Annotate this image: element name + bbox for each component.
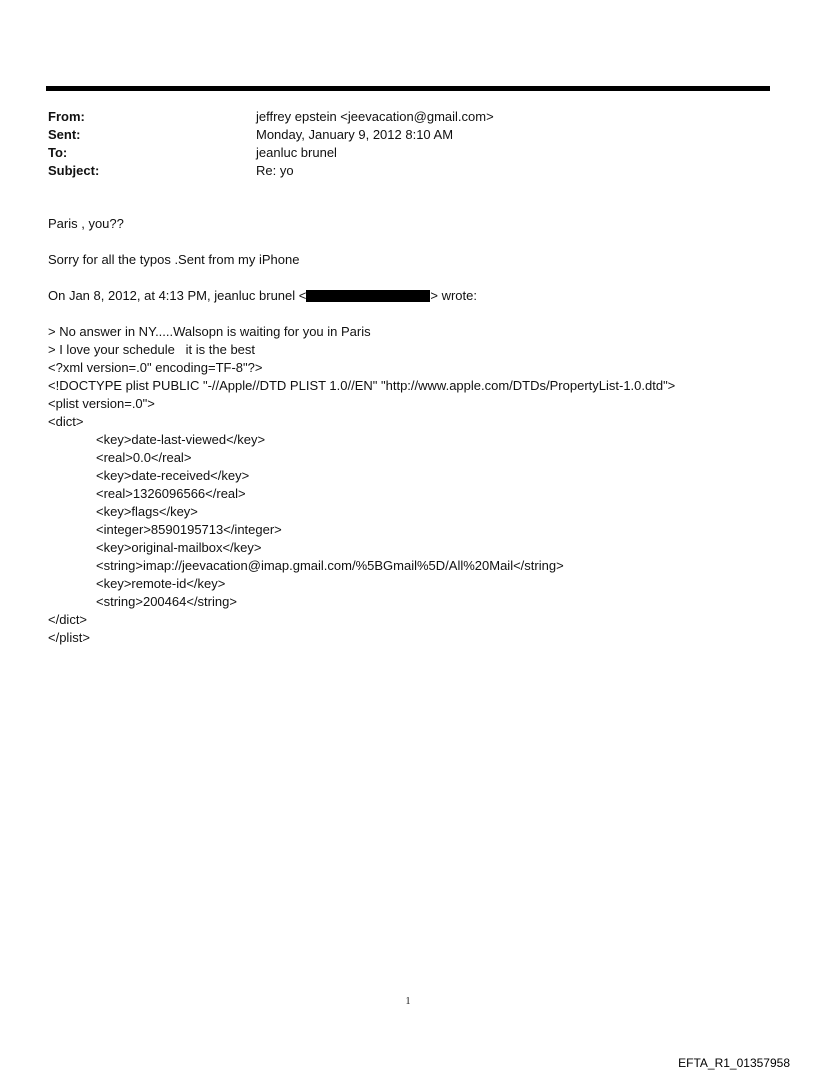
sent-value: Monday, January 9, 2012 8:10 AM xyxy=(256,127,454,142)
subject-value: Re: yo xyxy=(256,163,294,178)
email-body xyxy=(48,215,778,647)
quoted-line: <!DOCTYPE plist PUBLIC "-//Apple//DTD PLIST 1.0//EN" "http://www.apple.com/DTDs/PropertyList-1.0.dtd"> xyxy=(48,378,676,393)
dict-line: <key>date-received</key> xyxy=(96,468,250,483)
dict-line: <string>imap://jeevacation@imap.gmail.com/%5BGmail%5D/All%20Mail</string> xyxy=(96,558,564,573)
from-label: From: xyxy=(48,109,85,124)
quoted-line: > I love your schedule it is the best xyxy=(48,342,256,357)
dict-line: <real>0.0</real> xyxy=(96,450,192,465)
subject-label: Subject: xyxy=(48,163,100,178)
closing-line: </dict> xyxy=(48,612,88,627)
from-row xyxy=(48,108,768,126)
to-row xyxy=(48,144,768,162)
sent-label: Sent: xyxy=(48,127,81,142)
closing-line: </plist> xyxy=(48,630,90,645)
quote-intro-suffix: > wrote: xyxy=(430,288,477,303)
quoted-line: <?xml version=.0" encoding=TF-8"?> xyxy=(48,360,263,375)
quoted-line: <plist version=.0"> xyxy=(48,396,155,411)
dict-line: <real>1326096566</real> xyxy=(96,486,246,501)
dict-line: <key>remote-id</key> xyxy=(96,576,226,591)
redaction-bar xyxy=(306,290,430,302)
signature-text: Sorry for all the typos .Sent from my iPhone xyxy=(48,252,300,267)
quote-intro-prefix: On Jan 8, 2012, at 4:13 PM, jeanluc brunel < xyxy=(48,288,307,303)
dict-line: <key>date-last-viewed</key> xyxy=(96,432,266,447)
to-label: To: xyxy=(48,145,68,160)
quoted-line: > No answer in NY.....Walsopn is waiting for you in Paris xyxy=(48,324,371,339)
to-value: jeanluc brunel xyxy=(256,145,337,160)
dict-line: <key>flags</key> xyxy=(96,504,198,519)
bates-number: EFTA_R1_01357958 xyxy=(678,1056,790,1070)
greeting-text: Paris , you?? xyxy=(48,216,124,231)
quote-intro xyxy=(48,287,778,305)
page-number: 1 xyxy=(405,996,411,1007)
from-value: jeffrey epstein <jeevacation@gmail.com> xyxy=(256,109,494,124)
dict-line: <integer>8590195713</integer> xyxy=(96,522,282,537)
dict-line: <key>original-mailbox</key> xyxy=(96,540,262,555)
dict-line: <string>200464</string> xyxy=(96,594,237,609)
subject-row xyxy=(48,162,768,180)
quoted-line: <dict> xyxy=(48,414,84,429)
sent-row xyxy=(48,126,768,144)
email-header xyxy=(48,108,768,180)
header-rule xyxy=(46,86,770,91)
quoted-content xyxy=(48,323,778,647)
